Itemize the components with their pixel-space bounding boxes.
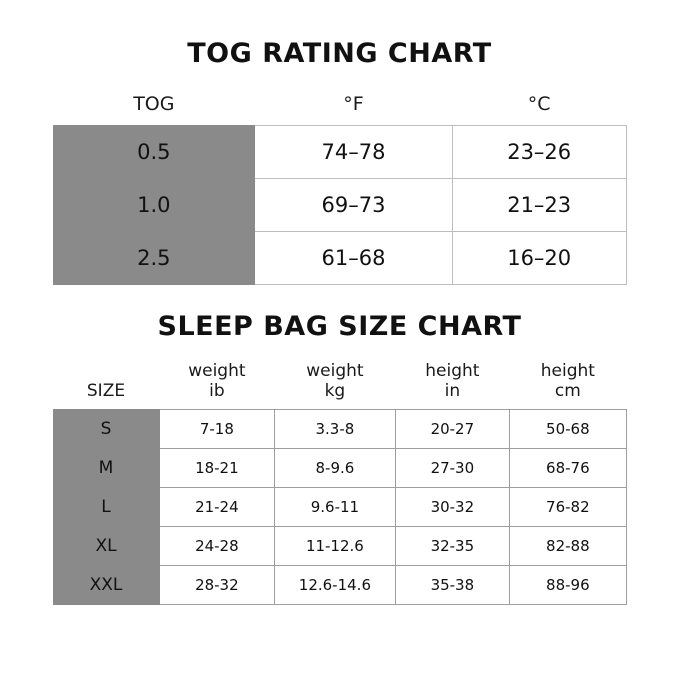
size-weight-ib-cell: 21-24	[159, 488, 275, 527]
size-height-cm-cell: 82-88	[510, 527, 626, 566]
size-header-height-in	[395, 360, 510, 410]
table-row	[53, 449, 626, 488]
size-height-in-cell: 30-32	[395, 488, 510, 527]
table-row	[53, 126, 626, 179]
size-height-in-cell: 20-27	[395, 410, 510, 449]
size-label-cell: M	[53, 449, 159, 488]
tog-value-cell: 2.5	[53, 232, 255, 285]
size-weight-kg-cell: 9.6-11	[275, 488, 395, 527]
table-row	[53, 527, 626, 566]
tog-celsius-cell: 23–26	[452, 126, 626, 179]
size-weight-kg-cell: 8-9.6	[275, 449, 395, 488]
size-header-size	[53, 360, 159, 410]
table-row	[53, 566, 626, 605]
tog-fahrenheit-cell: 74–78	[255, 126, 453, 179]
size-table-header-row	[53, 360, 626, 410]
tog-rating-table	[53, 89, 627, 285]
tog-fahrenheit-cell: 69–73	[255, 179, 453, 232]
size-weight-kg-cell: 12.6-14.6	[275, 566, 395, 605]
table-row	[53, 410, 626, 449]
tog-celsius-cell: 16–20	[452, 232, 626, 285]
size-height-in-cell: 35-38	[395, 566, 510, 605]
size-header-weight-kg	[275, 360, 395, 410]
size-label-cell: XXL	[53, 566, 159, 605]
size-height-cm-cell: 50-68	[510, 410, 626, 449]
size-label-cell: L	[53, 488, 159, 527]
size-header-weight-ib-line1: weight	[188, 361, 246, 381]
size-height-in-cell: 27-30	[395, 449, 510, 488]
size-header-weight-ib-line2: ib	[209, 380, 225, 401]
size-header-weight-kg-line2: kg	[324, 380, 346, 401]
tog-header-fahrenheit: °F	[343, 93, 364, 115]
tog-value-cell: 0.5	[53, 126, 255, 179]
size-weight-ib-cell: 7-18	[159, 410, 275, 449]
sleep-bag-size-table	[53, 360, 627, 605]
size-header-height-cm	[510, 360, 626, 410]
tog-chart-title: TOG RATING CHART	[187, 38, 492, 69]
tog-celsius-cell: 21–23	[452, 179, 626, 232]
size-height-in-cell: 32-35	[395, 527, 510, 566]
size-header-height-cm-line1: height	[540, 361, 595, 381]
size-height-cm-cell: 88-96	[510, 566, 626, 605]
tog-value-cell: 1.0	[53, 179, 255, 232]
size-header-height-in-line1: height	[425, 361, 480, 381]
tog-header-celsius: °C	[527, 93, 551, 115]
tog-chart-container	[53, 89, 627, 285]
size-weight-ib-cell: 18-21	[159, 449, 275, 488]
size-header-weight-kg-line1: weight	[306, 361, 364, 381]
size-header-size-label: SIZE	[86, 380, 126, 401]
table-row	[53, 488, 626, 527]
table-row	[53, 232, 626, 285]
size-chart-title: SLEEP BAG SIZE CHART	[157, 311, 522, 342]
size-height-cm-cell: 68-76	[510, 449, 626, 488]
size-header-weight-ib	[159, 360, 275, 410]
tog-table-header-row	[53, 89, 626, 126]
size-header-height-cm-line2: cm	[554, 380, 581, 401]
table-row	[53, 179, 626, 232]
size-label-cell: XL	[53, 527, 159, 566]
tog-fahrenheit-cell: 61–68	[255, 232, 453, 285]
size-label-cell: S	[53, 410, 159, 449]
size-chart-container	[53, 360, 627, 605]
tog-header-tog: TOG	[133, 93, 175, 115]
size-weight-ib-cell: 28-32	[159, 566, 275, 605]
size-header-height-in-line2: in	[444, 380, 461, 401]
size-weight-ib-cell: 24-28	[159, 527, 275, 566]
size-weight-kg-cell: 3.3-8	[275, 410, 395, 449]
size-weight-kg-cell: 11-12.6	[275, 527, 395, 566]
size-height-cm-cell: 76-82	[510, 488, 626, 527]
